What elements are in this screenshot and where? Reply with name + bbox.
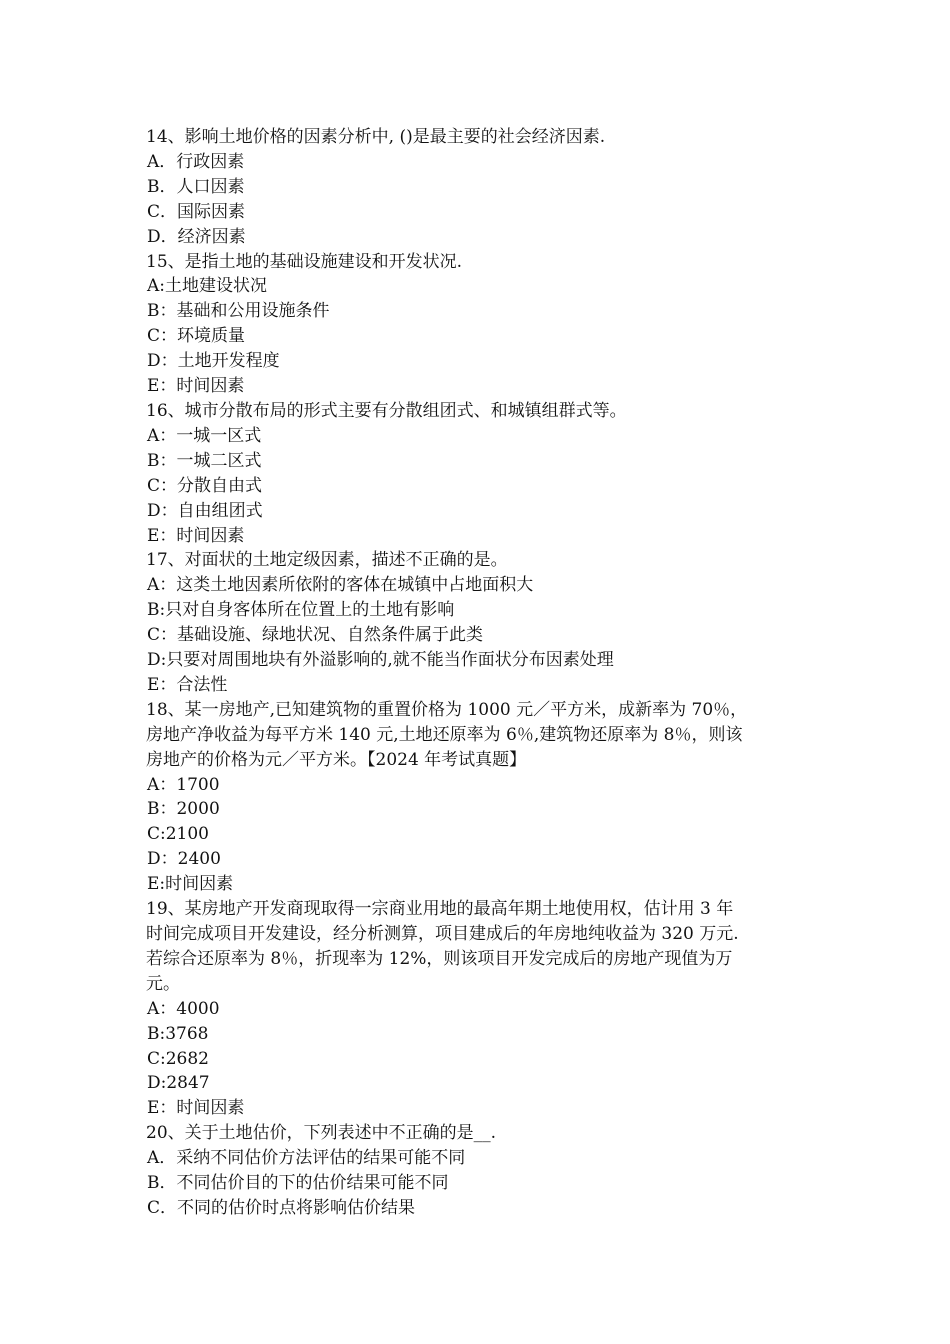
- option-a: A．采纳不同估价方法评估的结果可能不同: [147, 1148, 466, 1169]
- question-text-line-2: 房地产净收益为每平方米 140 元,土地还原率为 6％,建筑物还原率为 8％，则该: [146, 724, 743, 745]
- option-c: C：分散自由式: [147, 475, 263, 496]
- question-15: [146, 250, 826, 275]
- option-c: C：基础设施、绿地状况、自然条件属于此类: [147, 625, 484, 646]
- option-c: C：环境质量: [147, 326, 246, 347]
- question-text: 20、关于土地估价，下列表述中不正确的是__.: [146, 1123, 497, 1144]
- question-text: 14、影响土地价格的因素分析中, ()是最主要的社会经济因素.: [146, 127, 606, 147]
- option-e: E：时间因素: [147, 376, 245, 397]
- option-b: B：基础和公用设施条件: [147, 301, 330, 322]
- option-e: E：合法性: [147, 674, 228, 695]
- option-b: B．不同估价目的下的估价结果可能不同: [147, 1173, 449, 1194]
- option-b: B：2000: [147, 799, 220, 820]
- option-e: E:时间因素: [147, 874, 234, 895]
- option-d: D：2400: [147, 849, 221, 870]
- option-b: B：一城二区式: [147, 450, 262, 471]
- option-d: D：自由组团式: [147, 500, 263, 521]
- question-20: [146, 1121, 826, 1146]
- question-text-line-3: 房地产的价格为元／平方米。【2024 年考试真题】: [146, 749, 527, 770]
- option-a: A．行政因素: [147, 151, 245, 172]
- question-18: [146, 698, 826, 773]
- option-b: B:只对自身客体所在位置上的土地有影响: [147, 600, 455, 621]
- option-d: D．经济因素: [147, 226, 246, 247]
- option-d: D:2847: [147, 1073, 210, 1094]
- option-e: E：时间因素: [147, 1098, 245, 1119]
- question-list: [146, 125, 826, 1221]
- question-text: 17、对面状的土地定级因素，描述不正确的是。: [146, 550, 508, 571]
- option-a: A：4000: [147, 998, 220, 1019]
- question-17: [146, 548, 826, 573]
- option-a: A：一城一区式: [147, 425, 262, 446]
- question-text-line-1: 19、某房地产开发商现取得一宗商业用地的最高年期土地使用权，估计用 3 年: [146, 899, 734, 920]
- question-text-line-4: 元。: [146, 973, 180, 994]
- option-d: D：土地开发程度: [147, 351, 280, 372]
- question-text: 16、城市分散布局的形式主要有分散组团式、和城镇组群式等。: [146, 400, 627, 421]
- question-16: [146, 399, 826, 424]
- option-c: C．不同的估价时点将影响估价结果: [147, 1197, 416, 1218]
- question-text-line-3: 若综合还原率为 8％，折现率为 12%，则该项目开发完成后的房地产现值为万: [146, 948, 733, 969]
- option-a: A：1700: [147, 774, 220, 795]
- option-e: E：时间因素: [147, 525, 245, 546]
- option-b: B．人口因素: [147, 176, 245, 197]
- option-c: C．国际因素: [147, 201, 246, 222]
- option-c: C:2682: [147, 1048, 209, 1069]
- question-19: [146, 897, 826, 997]
- option-c: C:2100: [147, 824, 209, 845]
- question-text-line-1: 18、某一房地产,已知建筑物的重置价格为 1000 元／平方米，成新率为 70％，: [146, 699, 748, 720]
- question-text-line-2: 时间完成项目开发建设，经分析测算，项目建成后的年房地纯收益为 320 万元.: [146, 924, 739, 944]
- question-14: [146, 125, 826, 150]
- option-a: A:土地建设状况: [147, 276, 268, 297]
- option-d: D:只要对周围地块有外溢影响的,就不能当作面状分布因素处理: [147, 650, 614, 671]
- option-b: B:3768: [147, 1023, 209, 1044]
- question-text: 15、是指土地的基础设施建设和开发状况.: [146, 251, 463, 272]
- option-a: A：这类土地因素所依附的客体在城镇中占地面积大: [147, 575, 534, 596]
